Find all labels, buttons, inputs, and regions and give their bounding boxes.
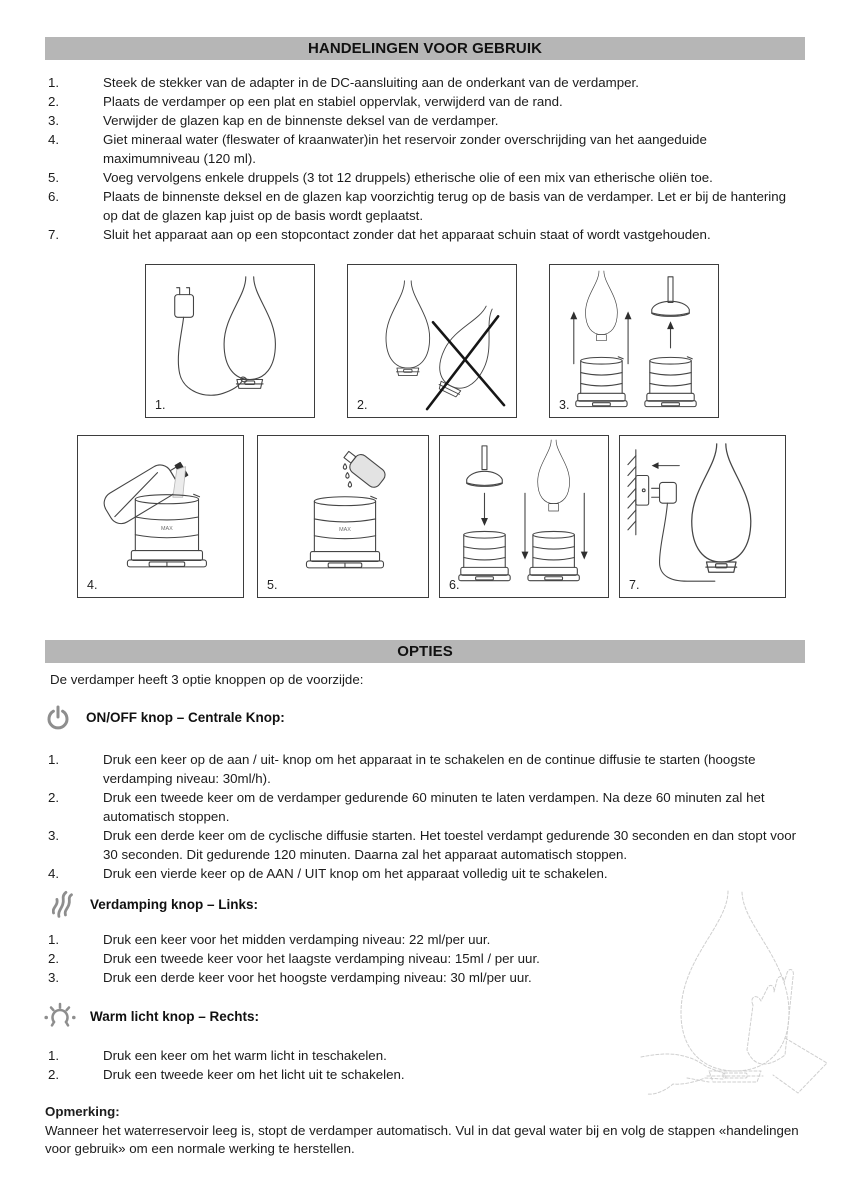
- figure-6: [439, 435, 609, 598]
- list-item: [48, 168, 788, 187]
- section-header-opties: [45, 640, 805, 663]
- figure-5: [257, 435, 429, 598]
- option-verdamping-heading: [52, 888, 258, 920]
- item-text: Druk een derde keer voor het hoogste verdamping niveau: 30 ml/per uur.: [103, 970, 532, 985]
- item-text: Plaats de binnenste deksel en de glazen kap voorzichtig terug op de basis van de verdamper. Let er bij de hantering op dat de glazen kap juist op de basis wordt geplaatst.: [103, 189, 787, 223]
- figure-3: [549, 264, 719, 418]
- item-text: Steek de stekker van de adapter in de DC-aansluiting aan de onderkant van de verdamper.: [103, 75, 639, 90]
- item-text: Sluit het apparaat aan op een stopcontact zonder dat het apparaat schuin staat of wordt vastgehouden.: [103, 227, 711, 242]
- item-number: 2.: [48, 951, 60, 966]
- item-number: 7.: [48, 227, 60, 242]
- section-title: HANDELINGEN VOOR GEBRUIK: [307, 40, 543, 57]
- tank-max-label: MAX: [161, 525, 173, 532]
- onoff-list: [48, 750, 805, 883]
- item-number: 3.: [48, 970, 60, 985]
- item-number: 1.: [48, 75, 60, 90]
- figure-5-illustration: [258, 436, 428, 597]
- section-header-handelingen: [45, 37, 805, 60]
- figure-7-illustration: [620, 436, 785, 597]
- option-warmlicht-heading: [44, 1002, 259, 1030]
- figure-number: 3.: [559, 398, 570, 412]
- hand-touch-illustration: [635, 885, 835, 1100]
- figure-number: 4.: [87, 578, 98, 592]
- item-text: Druk een keer op de aan / uit- knop om het apparaat in te schakelen en de continue diffusie te starten (hoogste verdamping niveau: 30ml/h).: [103, 752, 756, 786]
- figure-6-illustration: [440, 436, 608, 597]
- option-heading-text: Verdamping knop – Links:: [90, 896, 259, 912]
- list-item: [48, 73, 788, 92]
- option-heading-text: Warm licht knop – Rechts:: [90, 1008, 260, 1024]
- item-number: 2.: [48, 790, 60, 805]
- figure-4: [77, 435, 244, 598]
- item-text: Druk een tweede keer om de verdamper gedurende 60 minuten te laten verdampen. Na deze 60 minuten zal het automatisch stoppen.: [103, 790, 765, 824]
- option-onoff-heading: [46, 704, 285, 730]
- list-item: [48, 750, 805, 788]
- figure-number: 2.: [357, 398, 368, 412]
- diffuser-hand-sketch: [635, 885, 835, 1100]
- item-text: Druk een tweede keer voor het laagste verdamping niveau: 15ml / per uur.: [103, 951, 540, 966]
- figure-4-illustration: [78, 436, 243, 597]
- list-item: [48, 111, 788, 130]
- item-number: 4.: [48, 132, 60, 147]
- list-item: [48, 864, 805, 883]
- list-item: [48, 130, 788, 168]
- figure-number: 1.: [155, 398, 166, 412]
- list-item: [48, 92, 788, 111]
- item-text: Druk een vierde keer op de AAN / UIT knop om het apparaat volledig uit te schakelen.: [103, 866, 608, 881]
- warm-light-icon: [44, 1002, 76, 1030]
- figure-3-illustration: [550, 265, 718, 417]
- item-text: Verwijder de glazen kap en de binnenste deksel van de verdamper.: [103, 113, 499, 128]
- item-text: Druk een tweede keer om het licht uit te schakelen.: [103, 1067, 405, 1082]
- opties-intro: De verdamper heeft 3 optie knoppen op de voorzijde:: [50, 672, 364, 687]
- item-number: 1.: [48, 1048, 60, 1063]
- figure-1: [145, 264, 315, 418]
- option-heading-text: ON/OFF knop – Centrale Knop:: [86, 709, 285, 725]
- item-number: 1.: [48, 752, 60, 767]
- note-block: [45, 1103, 811, 1159]
- item-number: 2.: [48, 94, 60, 109]
- item-number: 2.: [48, 1067, 60, 1082]
- item-text: Giet mineraal water (fleswater of kraanwater)in het reservoir zonder overschrijding van het aangeduide maximumniveau (120 ml).: [103, 132, 707, 166]
- list-item: [48, 225, 788, 244]
- item-text: Druk een keer voor het midden verdamping niveau: 22 ml/per uur.: [103, 932, 491, 947]
- figure-2-illustration: [348, 265, 516, 417]
- figure-number: 7.: [629, 578, 640, 592]
- item-text: Voeg vervolgens enkele druppels (3 tot 12 druppels) etherische olie of een mix van etherische oliën toe.: [103, 170, 713, 185]
- item-number: 1.: [48, 932, 60, 947]
- steam-icon: [52, 888, 74, 920]
- note-label: Opmerking:: [45, 1104, 120, 1119]
- figure-2: [347, 264, 517, 418]
- power-icon: [46, 704, 70, 730]
- section-title: OPTIES: [397, 643, 453, 660]
- list-item: [48, 187, 788, 225]
- list-item: [48, 826, 805, 864]
- item-number: 3.: [48, 828, 60, 843]
- item-number: 5.: [48, 170, 60, 185]
- steps-list: [48, 73, 788, 244]
- figure-number: 5.: [267, 578, 278, 592]
- tank-max-label: MAX: [339, 526, 351, 533]
- figure-7: [619, 435, 786, 598]
- note-text: Wanneer het waterreservoir leeg is, stopt de verdamper automatisch. Vul in dat geval water bij en volg de stappen «handelingen voor gebruik» om een normale werking te herstellen.: [45, 1122, 799, 1156]
- item-number: 6.: [48, 189, 60, 204]
- list-item: [48, 788, 805, 826]
- item-text: Plaats de verdamper op een plat en stabiel oppervlak, verwijderd van de rand.: [103, 94, 563, 109]
- item-text: Druk een keer om het warm licht in teschakelen.: [103, 1048, 387, 1063]
- item-number: 4.: [48, 866, 60, 881]
- figure-number: 6.: [449, 578, 460, 592]
- item-number: 3.: [48, 113, 60, 128]
- figure-1-illustration: [146, 265, 314, 417]
- item-text: Druk een derde keer om de cyclische diffusie starten. Het toestel verdampt gedurende 30 seconden en dan stopt voor 30 seconden. Dit gedurende 120 minuten. Daarna zal het apparaat automatisch stoppen.: [103, 828, 797, 862]
